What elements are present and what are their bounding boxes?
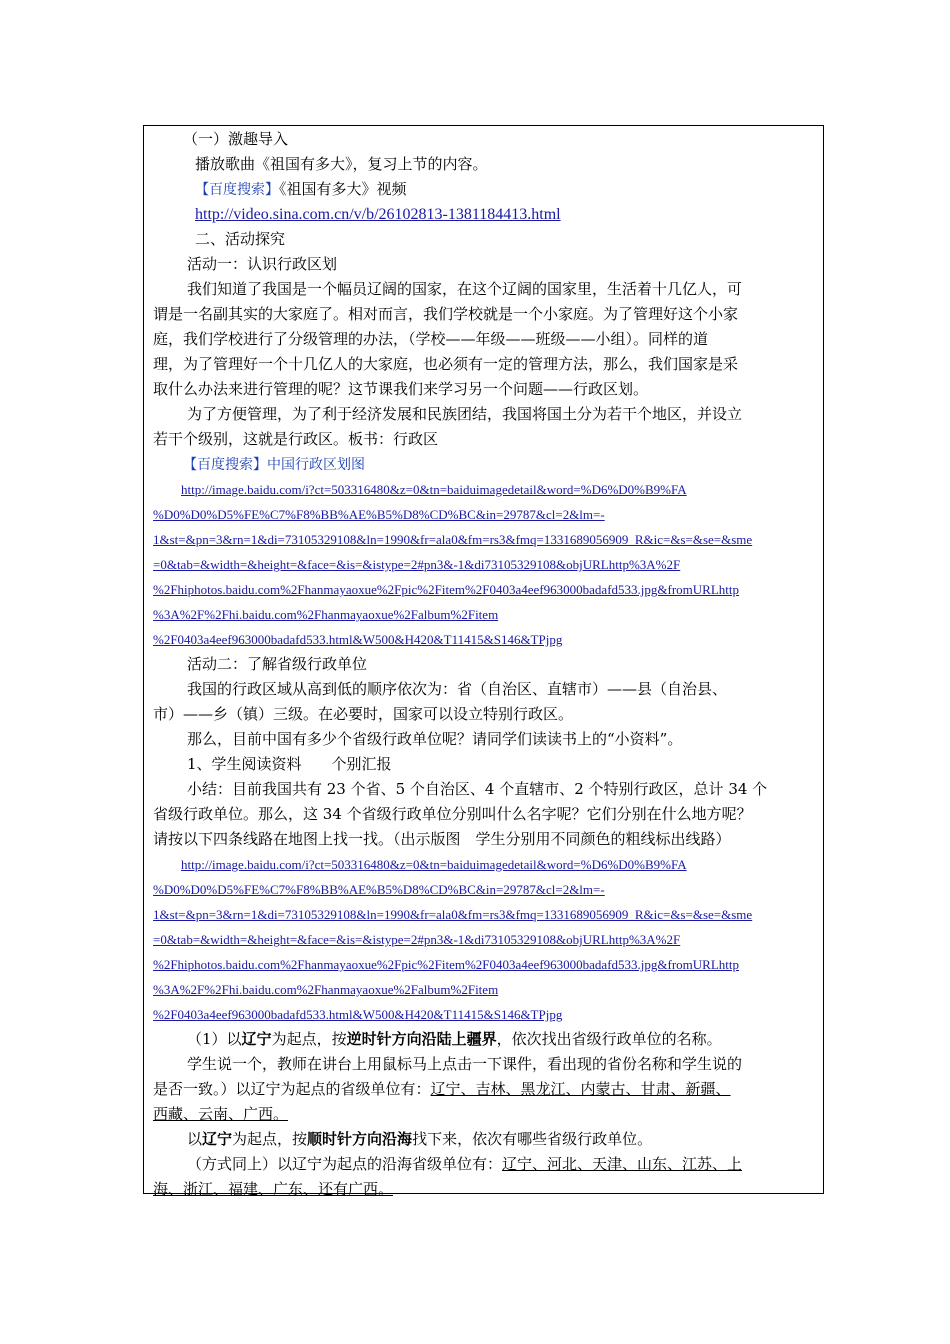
paragraph-line: 请按以下四条线路在地图上找一找。（出示版图 学生分别用不同颜色的粗线标出线路） bbox=[153, 830, 731, 848]
map-link-row bbox=[153, 977, 817, 1002]
paragraph-line bbox=[153, 1177, 817, 1202]
map-link-row bbox=[153, 602, 817, 627]
paragraph-line: 小结：目前我国共有 23 个省、5 个自治区、4 个直辖市、2 个特别行政区，总计 34 个 bbox=[187, 780, 768, 798]
intro-text: 播放歌曲《祖国有多大》，复习上节的内容。 bbox=[195, 155, 488, 173]
part2-heading: 二、活动探究 bbox=[195, 230, 286, 248]
search-tag: 【百度搜索】 bbox=[183, 457, 267, 473]
map-link-row bbox=[153, 877, 817, 902]
paragraph-line: 我们知道了我国是一个幅员辽阔的国家，在这个辽阔的国家里，生活着十几亿人，可 bbox=[187, 280, 743, 298]
map-link-row bbox=[153, 477, 817, 502]
route-1 bbox=[153, 1027, 817, 1052]
activity2-heading: 活动二：了解省级行政单位 bbox=[187, 655, 368, 673]
map-link-row bbox=[153, 1002, 817, 1027]
route-text: 以 bbox=[187, 1130, 203, 1148]
map-link-row bbox=[153, 852, 817, 877]
plain-text: （方式同上）以辽宁为起点的沿海省级单位有： bbox=[187, 1155, 503, 1173]
map-link[interactable]: %D0%D0%D5%FE%C7%F8%BB%AE%B5%D8%CD%BC&in=29787&cl=2&lm=- bbox=[153, 882, 605, 897]
map-link-row bbox=[153, 577, 817, 602]
paragraph-line: 为了方便管理，为了利于经济发展和民族团结，我国将国土分为若干个地区，并设立 bbox=[187, 405, 743, 423]
step-1: 1、学生阅读资料 个别汇报 bbox=[187, 755, 392, 773]
intro-heading: （一）激趣导入 bbox=[183, 130, 289, 148]
search-text: 《祖国有多大》视频 bbox=[279, 180, 407, 198]
lesson-content bbox=[153, 127, 817, 1202]
search-2 bbox=[153, 452, 817, 477]
activity1-heading: 活动一：认识行政区划 bbox=[187, 255, 338, 273]
search-1 bbox=[153, 177, 817, 202]
map-link[interactable]: %2Fhiphotos.baidu.com%2Fhanmayaoxue%2Fpic%2Fitem%2F0403a4eef963000badafd533.jpg&fromURLhttp bbox=[153, 582, 739, 597]
paragraph-line: 若干个级别，这就是行政区。板书：行政区 bbox=[153, 430, 439, 448]
route-text: （1）以 bbox=[187, 1030, 242, 1048]
route-text: 为起点，按 bbox=[232, 1130, 308, 1148]
map-link[interactable]: 1&st=&pn=3&rn=1&di=73105329108&ln=1990&fr=ala0&fm=rs3&fmq=1331689056909_R&ic=&s=&se=&sme bbox=[153, 907, 753, 922]
map-link[interactable]: %3A%2F%2Fhi.baidu.com%2Fhanmayaoxue%2Falbum%2Fitem bbox=[153, 607, 499, 622]
map-link[interactable]: =0&tab=&width=&height=&face=&is=&istype=2#pn3&-1&di73105329108&objURLhttp%3A%2F bbox=[153, 932, 681, 947]
paragraph-line: 庭，我们学校进行了分级管理的办法，（学校——年级——班级——小组）。同样的道 bbox=[153, 330, 709, 348]
map-link-row bbox=[153, 502, 817, 527]
map-link[interactable]: %2Fhiphotos.baidu.com%2Fhanmayaoxue%2Fpic%2Fitem%2F0403a4eef963000badafd533.jpg&fromURLhttp bbox=[153, 957, 739, 972]
paragraph-line bbox=[153, 1102, 817, 1127]
route-text: 找下来，依次有哪些省级行政单位。 bbox=[412, 1130, 653, 1148]
map-link-row bbox=[153, 927, 817, 952]
paragraph-line: 学生说一个，教师在讲台上用鼠标马上点击一下课件，看出现的省份名称和学生说的 bbox=[187, 1055, 743, 1073]
video-link[interactable]: http://video.sina.com.cn/v/b/26102813-1381184413.html bbox=[195, 206, 561, 223]
map-link-row bbox=[153, 527, 817, 552]
map-link-row bbox=[153, 627, 817, 652]
map-link[interactable]: %2F0403a4eef963000badafd533.html&W500&H420&T11415&S146&TPjpg bbox=[153, 1007, 563, 1022]
map-link[interactable]: %2F0403a4eef963000badafd533.html&W500&H420&T11415&S146&TPjpg bbox=[153, 632, 563, 647]
paragraph-line: 谓是一名副其实的大家庭了。相对而言，我们学校就是一个小家庭。为了管理好这个小家 bbox=[153, 305, 739, 323]
paragraph-line: 省级行政单位。那么，这 34 个省级行政单位分别叫什么名字呢？它们分别在什么地方呢？ bbox=[153, 805, 752, 823]
map-link-row bbox=[153, 952, 817, 977]
map-link-row bbox=[153, 902, 817, 927]
paragraph-line: 那么，目前中国有多少个省级行政单位呢？请同学们读读书上的“小资料”。 bbox=[187, 730, 683, 748]
paragraph-line bbox=[153, 1077, 817, 1102]
map-link[interactable]: %3A%2F%2Fhi.baidu.com%2Fhanmayaoxue%2Falbum%2Fitem bbox=[153, 982, 499, 997]
route-start: 辽宁 bbox=[241, 1030, 272, 1048]
paragraph-line bbox=[153, 1152, 817, 1177]
map-link-row bbox=[153, 552, 817, 577]
map-link[interactable]: http://image.baidu.com/i?ct=503316480&z=0&tn=baiduimagedetail&word=%D6%D0%B9%FA bbox=[181, 482, 687, 497]
route-text: ，依次找出省级行政单位的名称。 bbox=[496, 1030, 722, 1048]
paragraph-line: 理，为了管理好一个十几亿人的大家庭，也必须有一定的管理方法，那么，我们国家是采 bbox=[153, 355, 739, 373]
search-text: 中国行政区划图 bbox=[267, 457, 365, 473]
province-list: 辽宁、河北、天津、山东、江苏、上 bbox=[502, 1155, 743, 1173]
route-direction: 顺时针方向沿海 bbox=[307, 1130, 413, 1148]
province-list: 海、浙江、福建、广东、还有广西。 bbox=[153, 1180, 394, 1198]
route-2 bbox=[153, 1127, 817, 1152]
paragraph-line: 我国的行政区域从高到低的顺序依次为：省（自治区、直辖市）——县（自治县、 bbox=[187, 680, 728, 698]
route-direction: 逆时针方向沿陆上疆界 bbox=[346, 1030, 497, 1048]
paragraph-line: 市）——乡（镇）三级。在必要时，国家可以设立特别行政区。 bbox=[153, 705, 574, 723]
map-link[interactable]: 1&st=&pn=3&rn=1&di=73105329108&ln=1990&fr=ala0&fm=rs3&fmq=1331689056909_R&ic=&s=&se=&sme bbox=[153, 532, 753, 547]
route-start: 辽宁 bbox=[202, 1130, 233, 1148]
province-list: 辽宁、吉林、黑龙江、内蒙古、甘肃、新疆、 bbox=[430, 1080, 731, 1098]
plain-text: 是否一致。）以辽宁为起点的省级单位有： bbox=[153, 1080, 431, 1098]
map-link[interactable]: http://image.baidu.com/i?ct=503316480&z=0&tn=baiduimagedetail&word=%D6%D0%B9%FA bbox=[181, 857, 687, 872]
map-link[interactable]: =0&tab=&width=&height=&face=&is=&istype=2#pn3&-1&di73105329108&objURLhttp%3A%2F bbox=[153, 557, 681, 572]
map-link[interactable]: %D0%D0%D5%FE%C7%F8%BB%AE%B5%D8%CD%BC&in=29787&cl=2&lm=- bbox=[153, 507, 605, 522]
search-tag: 【百度搜索】 bbox=[195, 182, 279, 198]
route-text: 为起点，按 bbox=[271, 1030, 347, 1048]
province-list: 西藏、云南、广西。 bbox=[153, 1105, 289, 1123]
paragraph-line: 取什么办法来进行管理的呢？这节课我们来学习另一个问题——行政区划。 bbox=[153, 380, 649, 398]
video-link-row bbox=[153, 202, 817, 227]
